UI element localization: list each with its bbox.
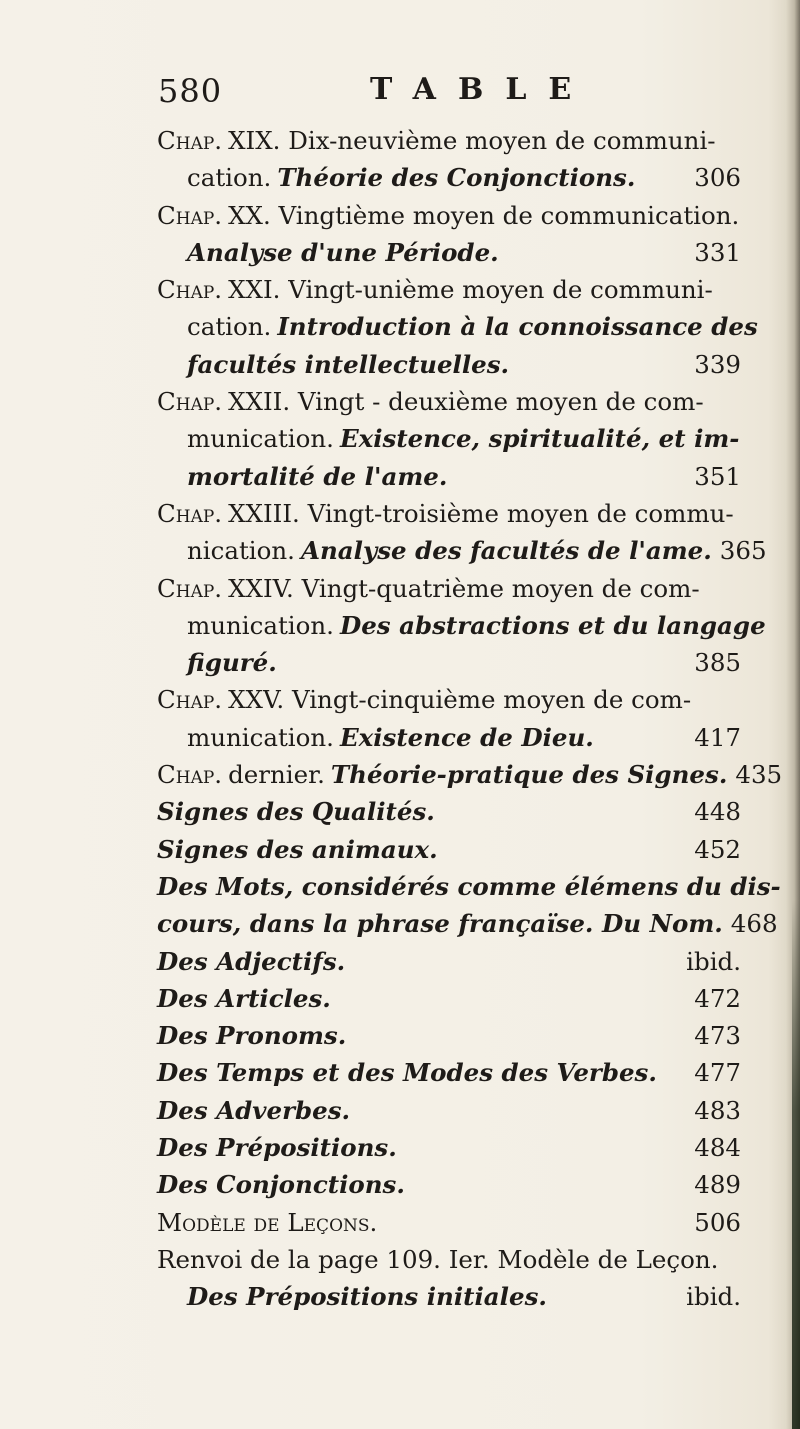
toc-line-text bbox=[157, 383, 741, 420]
toc-entry bbox=[157, 197, 741, 272]
toc-line bbox=[157, 271, 741, 308]
page-reference: 365 bbox=[719, 536, 767, 566]
toc-line-text bbox=[157, 868, 781, 905]
entry-text: XXIV. Vingt-quatrième moyen de com- bbox=[228, 573, 700, 603]
toc-entry bbox=[157, 1054, 741, 1091]
toc-line bbox=[157, 681, 741, 718]
toc-entry bbox=[157, 495, 767, 570]
toc-line-text bbox=[157, 122, 741, 159]
entry-title: Existence, spiritualité, et im- bbox=[339, 424, 740, 454]
entry-title: Des Pronoms. bbox=[157, 1021, 347, 1051]
entry-text: XXIII. Vingt-troisième moyen de commu- bbox=[228, 498, 734, 528]
toc-line bbox=[157, 1241, 741, 1278]
page-reference: 477 bbox=[694, 1058, 741, 1088]
chapter-label: Chap. bbox=[157, 573, 223, 603]
toc-line bbox=[157, 383, 741, 420]
toc-line-text bbox=[157, 681, 741, 718]
entry-text: dernier. bbox=[228, 760, 325, 790]
entry-text: munication. bbox=[187, 722, 334, 752]
toc-line-text bbox=[187, 458, 686, 495]
toc-entry bbox=[157, 793, 741, 830]
toc-line bbox=[157, 1204, 741, 1241]
toc-entry bbox=[157, 122, 741, 197]
entry-title: Des Prépositions initiales. bbox=[187, 1282, 547, 1312]
page-reference: 417 bbox=[694, 722, 741, 752]
entry-title: Des Temps et des Modes des Verbes. bbox=[157, 1058, 657, 1088]
chapter-label: Chap. bbox=[157, 498, 223, 528]
toc-entry bbox=[157, 1241, 741, 1278]
toc-line bbox=[157, 122, 741, 159]
entry-title: figuré. bbox=[187, 648, 277, 678]
toc-line bbox=[157, 1129, 741, 1166]
entry-text: Renvoi de la page 109. Ier. Modèle de Leçon. bbox=[157, 1244, 719, 1274]
toc-line-text bbox=[187, 532, 712, 569]
page-edge-binding bbox=[792, 900, 800, 1429]
toc-line bbox=[157, 532, 767, 569]
toc-line-text bbox=[187, 644, 686, 681]
chapter-label: Chap. bbox=[157, 275, 223, 305]
toc-line-text bbox=[157, 756, 727, 793]
entry-title: Des Conjonctions. bbox=[157, 1170, 405, 1200]
toc-line bbox=[157, 346, 741, 383]
toc-line bbox=[157, 420, 741, 457]
entry-title: Signes des animaux. bbox=[157, 834, 438, 864]
toc-entry bbox=[157, 1129, 741, 1166]
toc-entry bbox=[157, 271, 758, 383]
toc-line-text bbox=[187, 159, 686, 196]
entry-title: Analyse d'une Période. bbox=[187, 237, 499, 267]
toc-entry bbox=[157, 681, 741, 756]
entry-title: Des Articles. bbox=[157, 983, 331, 1013]
toc-line bbox=[157, 980, 741, 1017]
entry-text: XXII. Vingt - deuxième moyen de com- bbox=[228, 387, 704, 417]
entry-title: Existence de Dieu. bbox=[339, 722, 594, 752]
toc-line bbox=[157, 831, 741, 868]
toc-line-text bbox=[187, 420, 741, 457]
entry-text: XIX. Dix-neuvième moyen de communi- bbox=[228, 126, 716, 155]
toc-entry bbox=[157, 756, 783, 793]
page-reference: 306 bbox=[694, 163, 741, 193]
chapter-label: Modèle de Leçons. bbox=[157, 1207, 378, 1237]
page-reference: 385 bbox=[694, 648, 741, 678]
toc-line-text bbox=[187, 234, 686, 271]
entry-title: Théorie-pratique des Signes. bbox=[330, 760, 728, 790]
chapter-label: Chap. bbox=[157, 200, 223, 230]
toc-line bbox=[157, 868, 781, 905]
page-reference: 506 bbox=[694, 1207, 741, 1237]
toc-line-text bbox=[157, 1092, 686, 1129]
entry-title: Introduction à la connoissance des bbox=[277, 312, 758, 342]
page-reference: ibid. bbox=[686, 946, 741, 976]
toc-entry bbox=[157, 383, 741, 495]
page-reference: 448 bbox=[694, 797, 741, 827]
table-of-contents bbox=[157, 122, 783, 1316]
toc-entry bbox=[157, 831, 741, 868]
toc-line bbox=[157, 159, 741, 196]
page-header bbox=[158, 72, 594, 116]
chapter-label: Chap. bbox=[157, 126, 223, 155]
toc-entry bbox=[157, 943, 741, 980]
entry-title: Théorie des Conjonctions. bbox=[277, 163, 636, 193]
toc-line-text bbox=[157, 197, 745, 234]
toc-line-text bbox=[157, 1017, 686, 1054]
chapter-label: Chap. bbox=[157, 387, 223, 417]
entry-text: munication. bbox=[187, 610, 334, 640]
toc-line bbox=[157, 570, 741, 607]
entry-text: munication. bbox=[187, 424, 334, 454]
toc-line-text bbox=[157, 495, 741, 532]
toc-line-text bbox=[157, 1166, 686, 1203]
page-reference: 331 bbox=[694, 237, 741, 267]
page-reference: 484 bbox=[694, 1133, 741, 1163]
entry-title: mortalité de l'ame. bbox=[187, 461, 448, 491]
entry-title: Des abstractions et du langage bbox=[339, 610, 766, 640]
toc-line bbox=[157, 1092, 741, 1129]
page-number: 580 bbox=[158, 72, 223, 110]
page-reference: 351 bbox=[694, 461, 741, 491]
page-reference: ibid. bbox=[686, 1282, 741, 1312]
toc-line bbox=[157, 905, 778, 942]
toc-line bbox=[157, 1054, 741, 1091]
entry-text: cation. bbox=[187, 163, 272, 193]
toc-line-text bbox=[157, 1129, 686, 1166]
chapter-label: Chap. bbox=[157, 760, 223, 790]
entry-text: XXI. Vingt-unième moyen de communi- bbox=[228, 275, 713, 305]
toc-line bbox=[157, 234, 741, 271]
toc-line-text bbox=[157, 271, 741, 308]
toc-line bbox=[157, 308, 758, 345]
toc-line bbox=[157, 197, 741, 234]
page-reference: 473 bbox=[694, 1021, 741, 1051]
entry-title: Des Prépositions. bbox=[157, 1133, 397, 1163]
toc-entry bbox=[157, 1166, 741, 1203]
toc-entry bbox=[157, 980, 741, 1017]
toc-entry bbox=[157, 868, 781, 943]
entry-title: Des Adjectifs. bbox=[157, 946, 346, 976]
toc-entry bbox=[157, 1092, 741, 1129]
toc-line-text bbox=[157, 905, 723, 942]
page-reference: 452 bbox=[694, 834, 741, 864]
toc-line bbox=[157, 1017, 741, 1054]
toc-line-text bbox=[187, 346, 686, 383]
running-title: TABLE bbox=[370, 72, 594, 107]
entry-title: Signes des Qualités. bbox=[157, 797, 435, 827]
toc-line-text bbox=[157, 980, 686, 1017]
entry-text: XXV. Vingt-cinquième moyen de com- bbox=[228, 685, 692, 715]
page-reference: 468 bbox=[730, 909, 778, 939]
entry-title: Analyse des facultés de l'ame. bbox=[300, 536, 712, 566]
toc-line-text bbox=[157, 1204, 686, 1241]
toc-line-text bbox=[187, 1278, 678, 1315]
chapter-label: Chap. bbox=[157, 685, 223, 715]
entry-title: Des Adverbes. bbox=[157, 1095, 351, 1125]
entry-text: cation. bbox=[187, 312, 272, 342]
toc-entry bbox=[157, 1278, 741, 1315]
toc-line-text bbox=[157, 793, 686, 830]
toc-line-text bbox=[157, 831, 686, 868]
page-reference: 339 bbox=[694, 349, 741, 379]
toc-line bbox=[157, 719, 741, 756]
toc-entry bbox=[157, 570, 766, 682]
toc-line bbox=[157, 644, 741, 681]
entry-title: Des Mots, considérés comme élémens du dis- bbox=[157, 871, 781, 901]
toc-line-text bbox=[157, 1054, 686, 1091]
entry-text: XX. Vingtième moyen de communication. bbox=[228, 200, 740, 230]
toc-line bbox=[157, 1166, 741, 1203]
toc-line bbox=[157, 458, 741, 495]
page-reference: 483 bbox=[694, 1095, 741, 1125]
toc-line bbox=[157, 793, 741, 830]
toc-line-text bbox=[187, 308, 758, 345]
page-reference: 489 bbox=[694, 1170, 741, 1200]
toc-line-text bbox=[187, 607, 766, 644]
entry-title: cours, dans la phrase françaïse. Du Nom. bbox=[157, 909, 723, 939]
toc-line-text bbox=[157, 570, 741, 607]
page-reference: 472 bbox=[694, 983, 741, 1013]
toc-line bbox=[157, 943, 741, 980]
toc-line bbox=[157, 756, 783, 793]
toc-line bbox=[157, 607, 766, 644]
toc-line bbox=[157, 495, 741, 532]
toc-line-text bbox=[157, 943, 678, 980]
toc-entry bbox=[157, 1017, 741, 1054]
toc-line-text bbox=[187, 719, 686, 756]
page-reference: 435 bbox=[735, 760, 783, 790]
toc-line-text bbox=[157, 1241, 741, 1278]
toc-line bbox=[157, 1278, 741, 1315]
entry-title: facultés intellectuelles. bbox=[187, 349, 510, 379]
toc-entry bbox=[157, 1204, 741, 1241]
entry-text: nication. bbox=[187, 536, 295, 566]
